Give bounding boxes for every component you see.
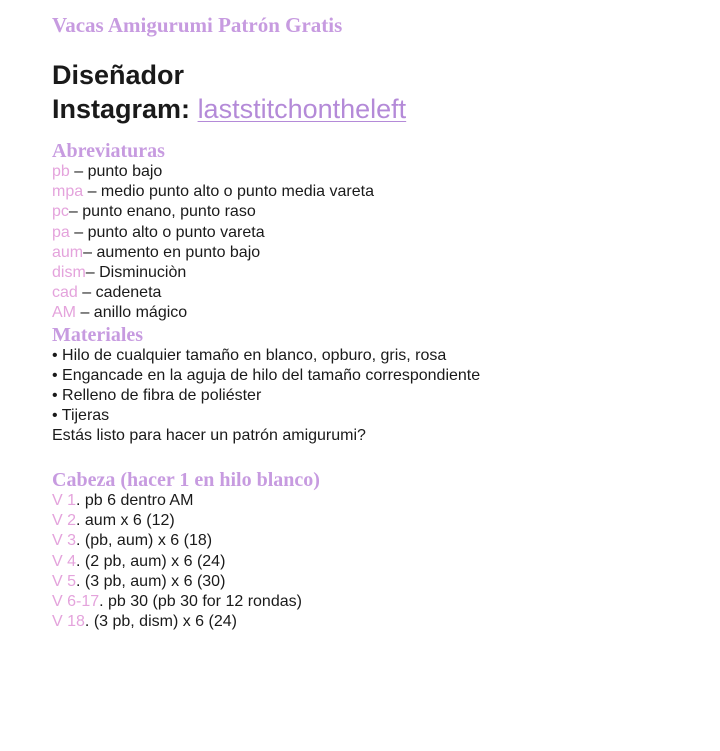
round-label: V 6-17 bbox=[52, 592, 100, 610]
list-item: • Hilo de cualquier tamaño en blanco, opburo, gris, rosa bbox=[52, 346, 447, 364]
list-item bbox=[52, 612, 712, 632]
list-item bbox=[52, 283, 712, 303]
abbreviation-definition: – aumento en punto bajo bbox=[83, 243, 261, 261]
round-label: V 1 bbox=[52, 491, 77, 509]
designer-label: Diseñador bbox=[52, 60, 185, 90]
list-item bbox=[52, 592, 712, 612]
list-item bbox=[52, 182, 712, 202]
list-item bbox=[52, 511, 712, 531]
list-item bbox=[52, 531, 712, 551]
abbreviation-definition: – medio punto alto o punto media vareta bbox=[83, 183, 374, 201]
round-instruction: . pb 30 (pb 30 for 12 rondas) bbox=[99, 592, 302, 610]
document-page bbox=[52, 10, 712, 632]
round-label: V 2 bbox=[52, 512, 77, 530]
round-instruction: . pb 6 dentro AM bbox=[76, 491, 194, 509]
abbreviation-term: AM bbox=[52, 304, 76, 322]
abbreviation-definition: – punto alto o punto vareta bbox=[69, 223, 265, 241]
list-item: • Relleno de fibra de poliéster bbox=[52, 387, 262, 405]
abbreviation-term: pb bbox=[52, 163, 70, 180]
materials-heading: Materiales bbox=[52, 323, 144, 346]
head-rounds-list bbox=[52, 491, 712, 632]
abbreviation-term: pa bbox=[52, 223, 70, 241]
list-item bbox=[52, 223, 712, 243]
abbreviation-definition: – anillo mágico bbox=[76, 304, 188, 322]
abbreviation-term: aum bbox=[52, 243, 84, 261]
round-instruction: . (3 pb, dism) x 6 (24) bbox=[84, 613, 237, 631]
instagram-link[interactable]: laststitchontheleft bbox=[197, 94, 407, 124]
list-item bbox=[52, 243, 712, 263]
list-item bbox=[52, 491, 712, 511]
head-section-heading: Cabeza (hacer 1 en hilo blanco) bbox=[52, 468, 320, 491]
abbreviation-term: cad bbox=[52, 284, 78, 302]
list-item bbox=[52, 162, 712, 182]
abbreviation-definition: – punto enano, punto raso bbox=[68, 203, 256, 221]
materials-list bbox=[52, 346, 712, 427]
abbreviation-term: pc bbox=[52, 203, 69, 221]
instagram-label: Instagram: bbox=[52, 94, 191, 124]
round-label: V 3 bbox=[52, 532, 77, 550]
round-instruction: . (2 pb, aum) x 6 (24) bbox=[76, 552, 226, 570]
abbreviation-definition: – cadeneta bbox=[77, 284, 162, 302]
abbreviations-heading: Abreviaturas bbox=[52, 140, 165, 162]
abbreviation-term: mpa bbox=[52, 183, 84, 201]
list-item: • Engancade en la aguja de hilo del tamaño correspondiente bbox=[52, 366, 481, 384]
abbreviations-list bbox=[52, 162, 712, 324]
round-instruction: . (3 pb, aum) x 6 (30) bbox=[76, 572, 226, 590]
ready-question: Estás listo para hacer un patrón amigurumi? bbox=[52, 427, 366, 445]
abbreviation-definition: – Disminuciòn bbox=[85, 264, 187, 282]
round-instruction: . (pb, aum) x 6 (18) bbox=[76, 532, 213, 550]
designer-block bbox=[52, 58, 712, 126]
list-item bbox=[52, 202, 712, 222]
document-title: Vacas Amigurumi Patrón Gratis bbox=[52, 13, 343, 37]
list-item bbox=[52, 303, 712, 323]
list-item bbox=[52, 263, 712, 283]
list-item: • Tijeras bbox=[52, 407, 110, 425]
round-label: V 18 bbox=[52, 613, 85, 631]
abbreviation-definition: – punto bajo bbox=[69, 163, 163, 180]
list-item bbox=[52, 552, 712, 572]
round-label: V 4 bbox=[52, 552, 77, 570]
round-instruction: . aum x 6 (12) bbox=[76, 512, 175, 530]
list-item bbox=[52, 572, 712, 592]
round-label: V 5 bbox=[52, 572, 77, 590]
instagram-row bbox=[52, 92, 712, 126]
abbreviation-term: dism bbox=[52, 264, 86, 282]
